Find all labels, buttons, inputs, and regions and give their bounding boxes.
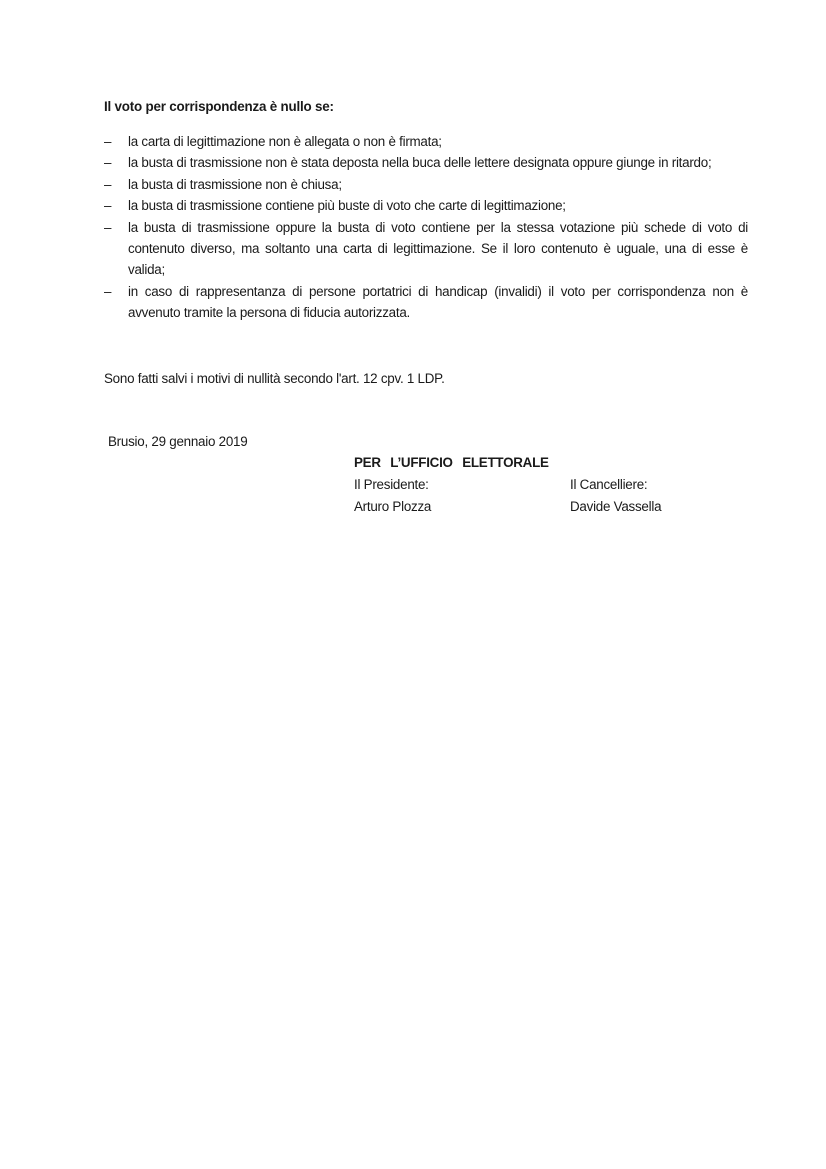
list-item-text: la busta di trasmissione non è chiusa;: [128, 176, 342, 192]
chancellor-label: Il Cancelliere:: [570, 477, 648, 492]
dash-bullet-icon: –: [104, 155, 112, 171]
president-label: Il Presidente:: [354, 477, 429, 492]
president-name: Arturo Plozza: [354, 499, 432, 514]
dash-bullet-icon: –: [104, 219, 112, 235]
list-item: [104, 217, 748, 281]
nullity-conditions-list: [104, 131, 748, 324]
dash-bullet-icon: –: [104, 134, 112, 149]
list-item-text: la busta di trasmissione oppure la busta di voto contiene per la stessa votazione più schede di voto di contenuto diverso, ma soltanto una carta di legittimazione. Se il loro contenuto è uguale, una di esse è valida;: [128, 219, 748, 278]
list-item: [104, 152, 748, 173]
list-item-text: la busta di trasmissione non è stata deposta nella buca delle lettere designata oppure giunge in ritardo;: [128, 155, 712, 171]
date-line: Brusio, 29 gennaio 2019: [108, 434, 248, 449]
dash-bullet-icon: –: [104, 198, 112, 214]
list-item-text: la busta di trasmissione contiene più buste di voto che carte di legittimazione;: [128, 198, 566, 214]
list-item: [104, 281, 748, 324]
list-item: [104, 195, 748, 216]
list-item: [104, 174, 748, 195]
list-item-text: la carta di legittimazione non è allegata o non è firmata;: [128, 134, 442, 149]
dash-bullet-icon: –: [104, 176, 112, 192]
chancellor-name: Davide Vassella: [570, 499, 662, 514]
section-heading: Il voto per corrispondenza è nullo se:: [104, 99, 334, 114]
office-title: PER L’UFFICIO ELETTORALE: [354, 455, 549, 470]
legal-note: Sono fatti salvi i motivi di nullità secondo l'art. 12 cpv. 1 LDP.: [104, 371, 445, 386]
list-item: [104, 131, 748, 152]
dash-bullet-icon: –: [104, 283, 112, 299]
list-item-text: in caso di rappresentanza di persone portatrici di handicap (invalidi) il voto per corrispondenza non è avvenuto tramite la persona di fiducia autorizzata.: [128, 283, 748, 321]
